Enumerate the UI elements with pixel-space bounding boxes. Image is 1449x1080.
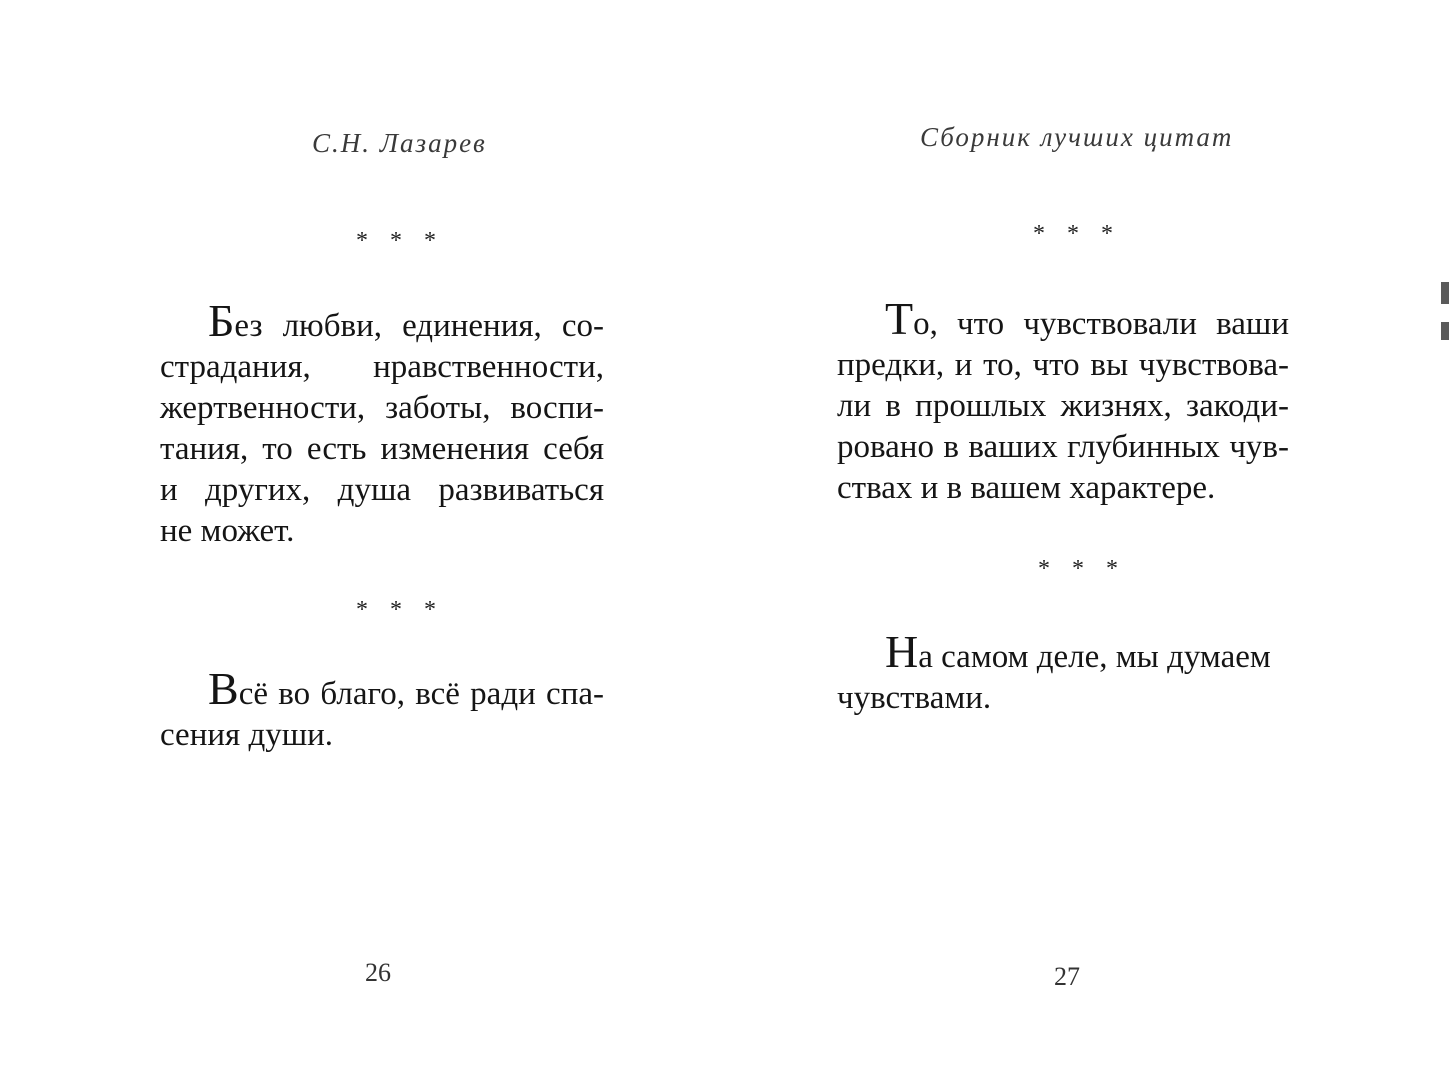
quote-line: ствах и в вашем характере. [837, 470, 1216, 506]
quote-line: ли в прошлых жизнях, закоди- [837, 388, 1289, 424]
quote-line: Всё во благо, всё ради спа- [208, 663, 604, 714]
dropcap: Б [208, 295, 235, 346]
quote-line: чувствами. [837, 680, 992, 716]
quote-line: и других, душа развиваться [160, 472, 604, 508]
quote-line: На самом деле, мы думаем [885, 626, 1271, 677]
quote-line: сения души. [160, 717, 334, 753]
right-quote-2 [837, 626, 1289, 719]
quote-line: не может. [160, 513, 295, 549]
page-edge-mark [1441, 322, 1449, 340]
right-quote-1 [837, 293, 1289, 509]
right-separator-2: * * * [1038, 556, 1126, 582]
quote-line: ровано в ваших глубинных чув- [837, 429, 1289, 465]
left-separator-2: * * * [356, 597, 444, 623]
dropcap: В [208, 663, 239, 714]
left-page-number: 26 [365, 958, 391, 987]
dropcap: Т [885, 293, 914, 344]
left-separator-1: * * * [356, 228, 444, 254]
quote-line: тания, то есть изменения себя [160, 431, 604, 467]
left-quote-2 [160, 663, 604, 756]
left-quote-1 [160, 295, 604, 552]
right-page [724, 0, 1449, 1080]
quote-line: предки, и то, что вы чувствова- [837, 347, 1289, 383]
quote-line: страдания, нравственности, [160, 349, 604, 385]
quote-line: То, что чувствовали ваши [885, 293, 1289, 344]
left-page [0, 0, 724, 1080]
quote-line: Без любви, единения, со- [208, 295, 604, 346]
quote-line: жертвенности, заботы, воспи- [160, 390, 604, 426]
right-separator-1: * * * [1033, 221, 1121, 247]
right-page-number: 27 [1054, 962, 1080, 991]
dropcap: Н [885, 626, 919, 677]
left-running-head: С.Н. Лазарев [312, 128, 487, 158]
right-running-head: Сборник лучших цитат [920, 122, 1234, 152]
page-edge-mark [1441, 282, 1449, 304]
